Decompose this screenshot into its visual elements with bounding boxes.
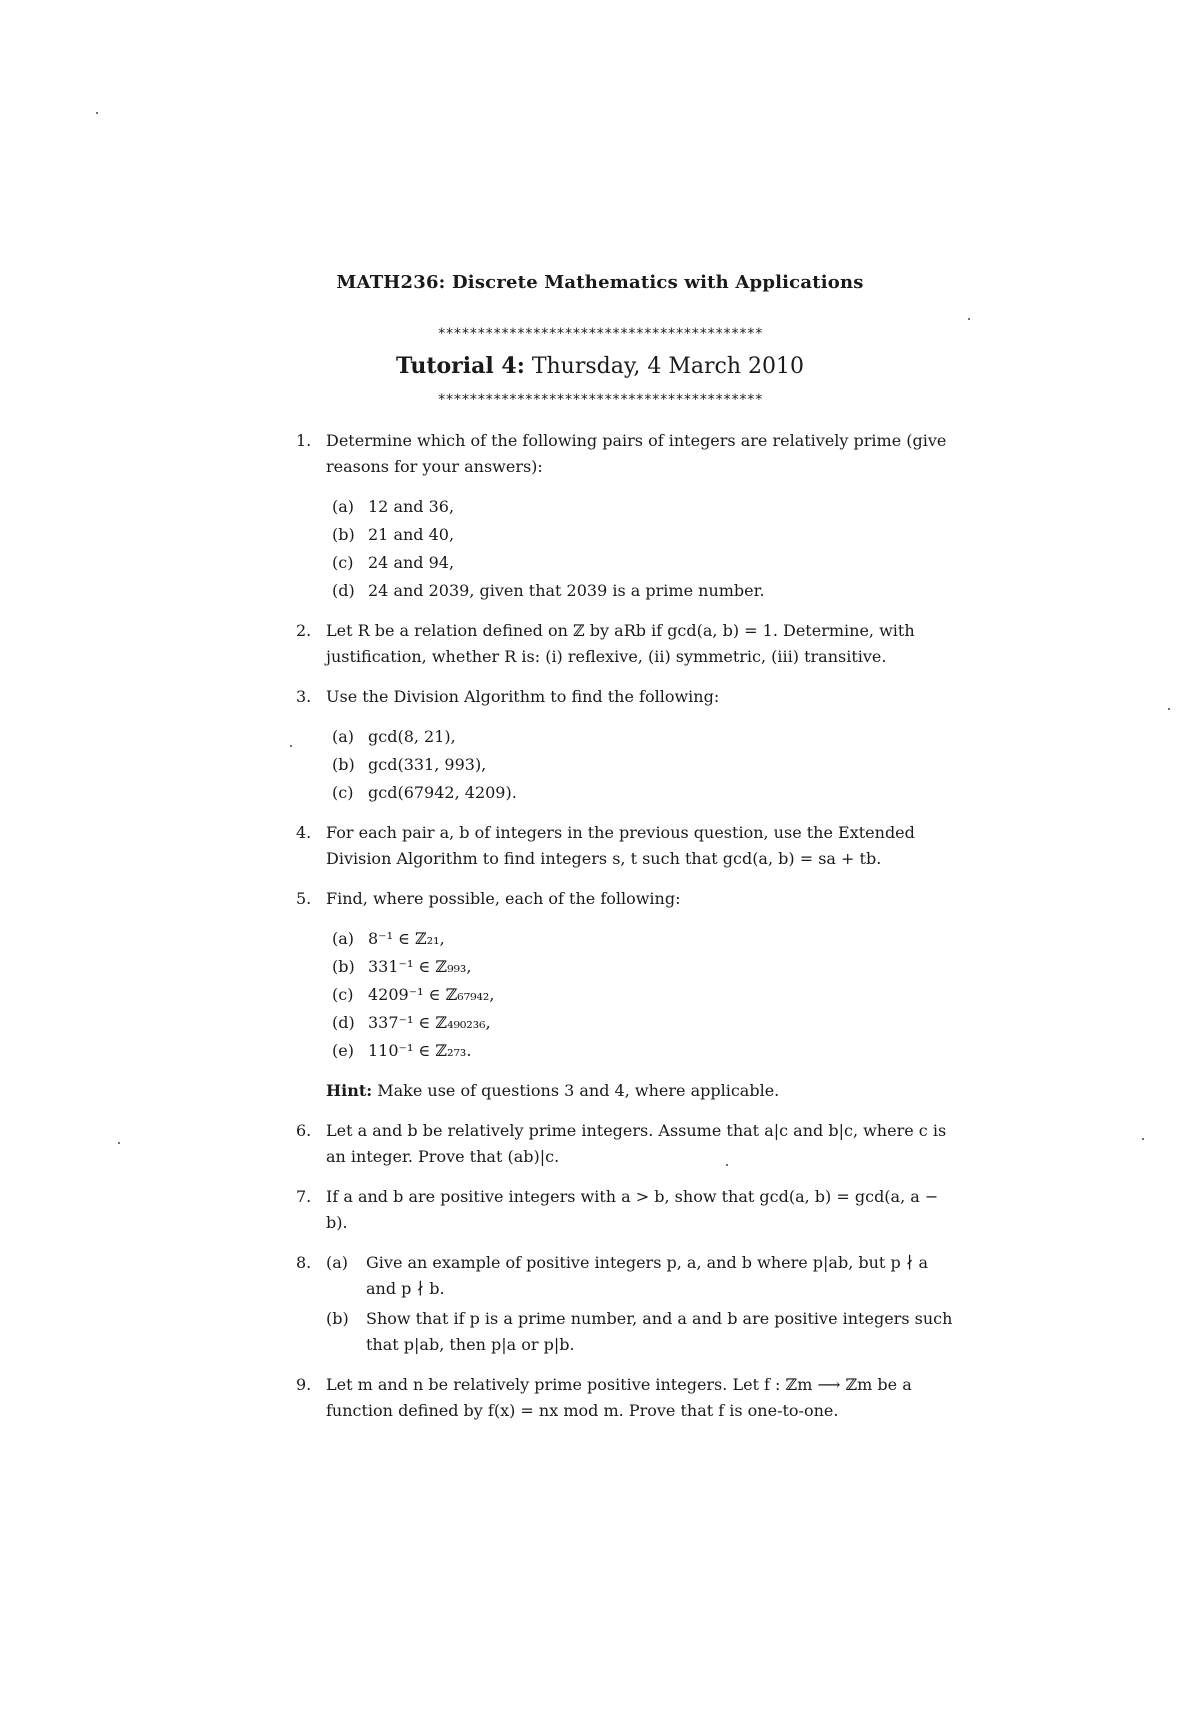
question-4 xyxy=(296,820,956,872)
sub-question-text: 21 and 40, xyxy=(368,525,455,544)
sub-question-label: (d) xyxy=(332,581,355,600)
sub-question-list xyxy=(326,926,956,1064)
sub-question xyxy=(332,1038,956,1064)
hint xyxy=(326,1078,956,1104)
sub-question-list xyxy=(326,724,956,806)
sub-question-label: (c) xyxy=(332,553,354,572)
sub-question-text: gcd(331, 993), xyxy=(368,755,487,774)
scan-speck xyxy=(118,1142,120,1144)
question-text: If a and b are positive integers with a > b, show that gcd(a, b) = gcd(a, a − b). xyxy=(326,1187,939,1232)
question-number: 8. xyxy=(296,1253,312,1272)
question-text: Determine which of the following pairs of integers are relatively prime (give reasons for your answers): xyxy=(326,431,947,476)
sub-question-label: (e) xyxy=(332,1041,354,1060)
sub-question xyxy=(332,926,956,952)
question-6 xyxy=(296,1118,956,1170)
question-text: For each pair a, b of integers in the previous question, use the Extended Division Algorithm to find integers s, t such that gcd(a, b) = sa + tb. xyxy=(326,823,915,868)
stars-divider-top: ***************************************** xyxy=(437,326,763,342)
stars-divider-bottom: ***************************************** xyxy=(437,392,763,408)
sub-question xyxy=(326,1250,956,1302)
sub-question-text: 4209⁻¹ ∈ ℤ₆₇₉₄₂, xyxy=(368,985,495,1004)
question-number: 2. xyxy=(296,621,312,640)
hint-label: Hint: xyxy=(326,1081,373,1100)
sub-question-text: 331⁻¹ ∈ ℤ₉₉₃, xyxy=(368,957,472,976)
question-text: Let m and n be relatively prime positive integers. Let f : ℤm ⟶ ℤm be a function defined by f(x) = nx mod m. Prove that f is one-to-one. xyxy=(326,1375,912,1420)
sub-question-text: Give an example of positive integers p, a, and b where p|ab, but p ∤ a and p ∤ b. xyxy=(366,1253,929,1298)
sub-question-text: gcd(67942, 4209). xyxy=(368,783,517,802)
sub-question xyxy=(332,1010,956,1036)
question-text: Find, where possible, each of the following: xyxy=(326,889,681,908)
question-text: Let R be a relation defined on ℤ by aRb if gcd(a, b) = 1. Determine, with justification, whether R is: (i) reflexive, (ii) symmetric, (iii) transitive. xyxy=(326,621,915,666)
sub-question xyxy=(332,752,956,778)
sub-question-label: (d) xyxy=(332,1013,355,1032)
question-number: 3. xyxy=(296,687,312,706)
sub-question-label: (c) xyxy=(332,985,354,1004)
question-1 xyxy=(296,428,956,604)
scan-speck xyxy=(290,745,292,747)
scan-speck xyxy=(1168,708,1170,710)
sub-question-label: (c) xyxy=(332,783,354,802)
tutorial-label: Tutorial 4: xyxy=(396,353,525,379)
sub-question-text: 8⁻¹ ∈ ℤ₂₁, xyxy=(368,929,445,948)
sub-question-label: (a) xyxy=(332,727,355,746)
question-number: 5. xyxy=(296,889,312,908)
sub-question xyxy=(332,578,956,604)
sub-question-text: 24 and 2039, given that 2039 is a prime number. xyxy=(368,581,765,600)
sub-question-text: gcd(8, 21), xyxy=(368,727,456,746)
sub-question xyxy=(332,954,956,980)
sub-question-text: 337⁻¹ ∈ ℤ₄₉₀₂₃₆, xyxy=(368,1013,491,1032)
hint-text: Make use of questions 3 and 4, where applicable. xyxy=(377,1081,780,1100)
sub-question-text: 110⁻¹ ∈ ℤ₂₇₃. xyxy=(368,1041,472,1060)
question-9 xyxy=(296,1372,956,1424)
sub-question-label: (b) xyxy=(326,1309,349,1328)
sub-question-label: (a) xyxy=(326,1253,349,1272)
question-number: 7. xyxy=(296,1187,312,1206)
sub-question xyxy=(326,1306,956,1358)
sub-question-list xyxy=(326,1250,956,1358)
sub-question xyxy=(332,494,956,520)
scan-speck xyxy=(726,1164,728,1166)
sub-question-text: Show that if p is a prime number, and a and b are positive integers such that p|ab, then p|a or p|b. xyxy=(366,1309,953,1354)
sub-question-label: (a) xyxy=(332,497,355,516)
sub-question xyxy=(332,724,956,750)
sub-question-label: (b) xyxy=(332,525,355,544)
sub-question-text: 24 and 94, xyxy=(368,553,455,572)
sub-question xyxy=(332,550,956,576)
sub-question xyxy=(332,522,956,548)
question-text: Use the Division Algorithm to find the following: xyxy=(326,687,720,706)
tutorial-date: Thursday, 4 March 2010 xyxy=(531,354,804,379)
sub-question-label: (b) xyxy=(332,755,355,774)
tutorial-heading xyxy=(0,353,1200,379)
question-7 xyxy=(296,1184,956,1236)
question-8 xyxy=(296,1250,956,1358)
sub-question xyxy=(332,780,956,806)
question-number: 1. xyxy=(296,431,312,450)
sub-question-label: (b) xyxy=(332,957,355,976)
sub-question-text: 12 and 36, xyxy=(368,497,455,516)
sub-question xyxy=(332,982,956,1008)
question-2 xyxy=(296,618,956,670)
question-number: 6. xyxy=(296,1121,312,1140)
question-3 xyxy=(296,684,956,806)
question-list xyxy=(296,428,956,1438)
course-title: MATH236: Discrete Mathematics with Applications xyxy=(336,272,864,293)
question-number: 9. xyxy=(296,1375,312,1394)
scan-speck xyxy=(1142,1138,1144,1140)
sub-question-label: (a) xyxy=(332,929,355,948)
sub-question-list xyxy=(326,494,956,604)
question-number: 4. xyxy=(296,823,312,842)
question-text: Let a and b be relatively prime integers. Assume that a|c and b|c, where c is an integer. Prove that (ab)|c. xyxy=(326,1121,947,1166)
scan-speck xyxy=(96,112,98,114)
scan-speck xyxy=(968,318,970,320)
question-5 xyxy=(296,886,956,1104)
